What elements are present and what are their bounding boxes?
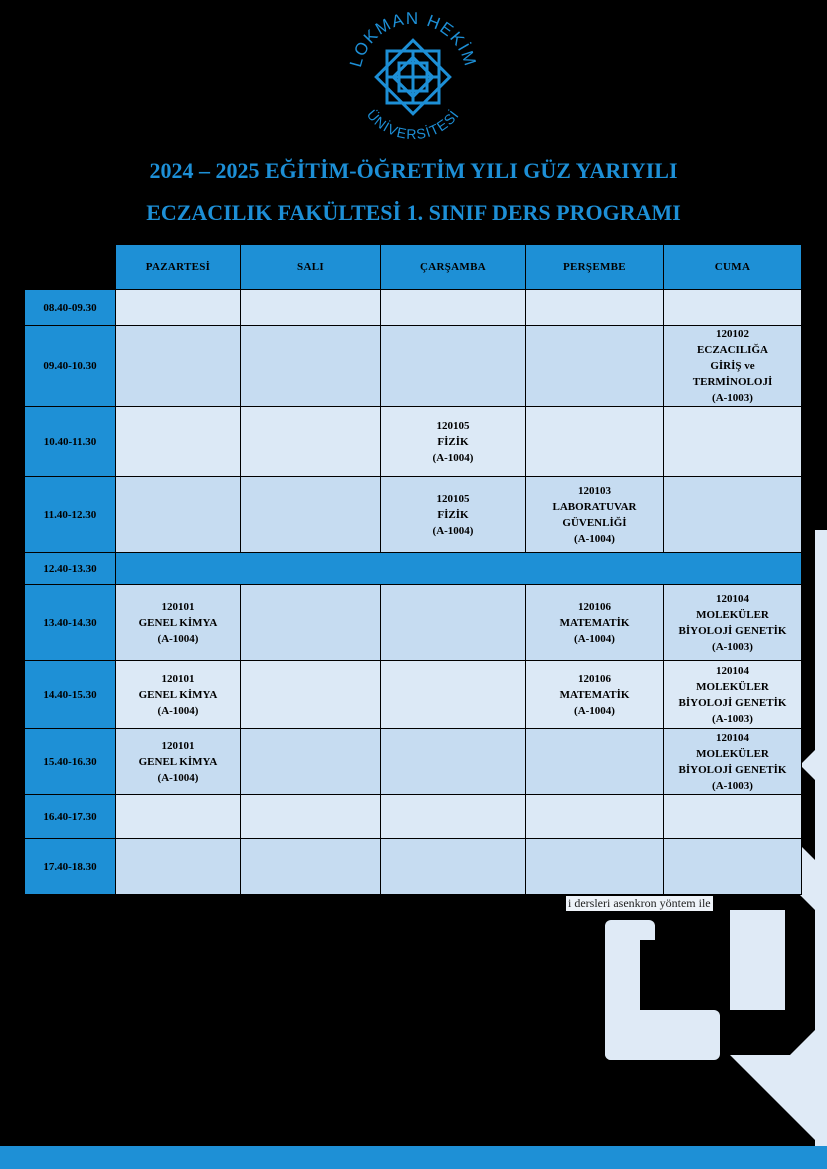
course-name-line: MATEMATİK <box>559 688 630 701</box>
course-name-line: MATEMATİK <box>559 616 630 629</box>
time-slot: 16.40-17.30 <box>25 795 116 839</box>
time-slot: 13.40-14.30 <box>25 585 116 661</box>
course-code: 120105 <box>436 492 470 505</box>
time-slot: 15.40-16.30 <box>25 729 116 795</box>
empty-cell <box>381 729 526 795</box>
course-cell <box>526 585 664 661</box>
day-header: PAZARTESİ <box>116 245 241 290</box>
schedule-row <box>25 729 802 795</box>
empty-cell <box>664 290 802 326</box>
course-name-line: MOLEKÜLER <box>696 680 769 693</box>
svg-text:ÜNİVERSİTESİ <box>364 106 462 142</box>
time-slot: 12.40-13.30 <box>25 553 116 585</box>
course-code: 120106 <box>578 672 611 685</box>
course-code: 120102 <box>716 328 749 340</box>
empty-cell <box>664 795 802 839</box>
course-name-line: FİZİK <box>437 508 469 521</box>
course-code: 120104 <box>716 731 749 744</box>
course-room: (A-1004) <box>432 524 474 537</box>
course-cell <box>381 477 526 553</box>
schedule-table <box>24 244 802 895</box>
lunch-break-cell <box>116 553 802 585</box>
empty-cell <box>664 407 802 477</box>
course-room: (A-1004) <box>574 532 615 545</box>
footnote-text: i dersleri asenkron yöntem ile <box>568 896 711 910</box>
time-slot: 17.40-18.30 <box>25 839 116 895</box>
course-cell <box>116 661 241 729</box>
schedule-row <box>25 553 802 585</box>
course-cell <box>381 407 526 477</box>
empty-cell <box>241 407 381 477</box>
empty-cell <box>381 585 526 661</box>
course-name-line: MOLEKÜLER <box>696 747 769 760</box>
empty-cell <box>241 290 381 326</box>
day-header: CUMA <box>664 245 802 290</box>
day-header: SALI <box>241 245 381 290</box>
course-name-line: GÜVENLİĞİ <box>562 516 627 529</box>
course-code: 120101 <box>161 739 195 752</box>
title-faculty-program: ECZACILIK FAKÜLTESİ 1. SINIF DERS PROGRAMI <box>146 200 681 225</box>
course-room: (A-1004) <box>574 632 615 645</box>
course-name-line: GİRİŞ ve <box>710 360 755 372</box>
course-room: (A-1003) <box>712 779 753 792</box>
course-cell <box>116 729 241 795</box>
empty-cell <box>116 795 241 839</box>
empty-cell <box>381 839 526 895</box>
course-code: 120105 <box>436 419 470 432</box>
empty-cell <box>241 729 381 795</box>
course-cell <box>116 585 241 661</box>
course-code: 120104 <box>716 592 749 605</box>
empty-cell <box>241 839 381 895</box>
day-header-row <box>25 245 802 290</box>
course-room: (A-1004) <box>432 451 474 464</box>
course-code: 120103 <box>578 484 611 497</box>
empty-cell <box>381 661 526 729</box>
course-room: (A-1004) <box>157 704 199 717</box>
empty-cell <box>526 407 664 477</box>
course-cell <box>664 661 802 729</box>
empty-cell <box>116 477 241 553</box>
empty-cell <box>526 729 664 795</box>
empty-cell <box>664 477 802 553</box>
empty-cell <box>381 795 526 839</box>
course-room: (A-1004) <box>157 632 199 645</box>
empty-cell <box>664 839 802 895</box>
schedule-row <box>25 661 802 729</box>
empty-cell <box>381 326 526 407</box>
schedule-row <box>25 407 802 477</box>
course-cell <box>526 661 664 729</box>
course-cell <box>664 729 802 795</box>
empty-cell <box>241 477 381 553</box>
course-name-line: BİYOLOJİ GENETİK <box>678 763 787 776</box>
title-academic-year: 2024 – 2025 EĞİTİM-ÖĞRETİM YILI GÜZ YARIYILI <box>149 158 678 183</box>
course-name-line: GENEL KİMYA <box>138 688 218 701</box>
empty-cell <box>526 839 664 895</box>
schedule-row <box>25 585 802 661</box>
course-cell <box>664 326 802 407</box>
course-code: 120101 <box>161 672 195 685</box>
schedule-row <box>25 326 802 407</box>
course-name-line: GENEL KİMYA <box>138 616 218 629</box>
empty-cell <box>526 290 664 326</box>
course-cell <box>664 585 802 661</box>
time-slot: 14.40-15.30 <box>25 661 116 729</box>
course-room: (A-1004) <box>157 771 199 784</box>
empty-cell <box>241 795 381 839</box>
course-room: (A-1003) <box>712 392 753 404</box>
empty-cell <box>526 326 664 407</box>
course-name-line: GENEL KİMYA <box>138 755 218 768</box>
course-room: (A-1004) <box>574 704 615 717</box>
logo-text-bottom: ÜNİVERSİTESİ <box>363 106 463 143</box>
schedule-row <box>25 795 802 839</box>
time-slot: 11.40-12.30 <box>25 477 116 553</box>
empty-cell <box>381 290 526 326</box>
course-name-line: LABORATUVAR <box>552 500 637 513</box>
course-code: 120104 <box>716 664 749 677</box>
empty-cell <box>241 661 381 729</box>
empty-cell <box>116 290 241 326</box>
time-slot: 10.40-11.30 <box>25 407 116 477</box>
course-cell <box>526 477 664 553</box>
empty-cell <box>116 326 241 407</box>
course-name-line: TERMİNOLOJİ <box>692 376 773 388</box>
empty-cell <box>241 585 381 661</box>
day-header: PERŞEMBE <box>526 245 664 290</box>
corner-cell <box>25 245 116 290</box>
schedule-row <box>25 839 802 895</box>
schedule-row <box>25 290 802 326</box>
empty-cell <box>116 839 241 895</box>
day-header: ÇARŞAMBA <box>381 245 526 290</box>
course-room: (A-1003) <box>712 640 753 653</box>
course-name-line: BİYOLOJİ GENETİK <box>678 624 787 637</box>
schedule-row <box>25 477 802 553</box>
university-logo <box>340 4 486 150</box>
time-slot: 09.40-10.30 <box>25 326 116 407</box>
course-code: 120106 <box>578 600 611 613</box>
logo-text-top: LOKMAN HEKİM <box>346 8 481 70</box>
time-slot: 08.40-09.30 <box>25 290 116 326</box>
footer-bar <box>0 1146 827 1169</box>
empty-cell <box>241 326 381 407</box>
empty-cell <box>526 795 664 839</box>
course-room: (A-1003) <box>712 712 753 725</box>
course-name-line: FİZİK <box>437 435 469 448</box>
course-name-line: BİYOLOJİ GENETİK <box>678 696 787 709</box>
course-name-line: MOLEKÜLER <box>696 608 769 621</box>
course-name-line: ECZACILIĞA <box>697 344 768 356</box>
course-code: 120101 <box>161 600 195 613</box>
empty-cell <box>116 407 241 477</box>
